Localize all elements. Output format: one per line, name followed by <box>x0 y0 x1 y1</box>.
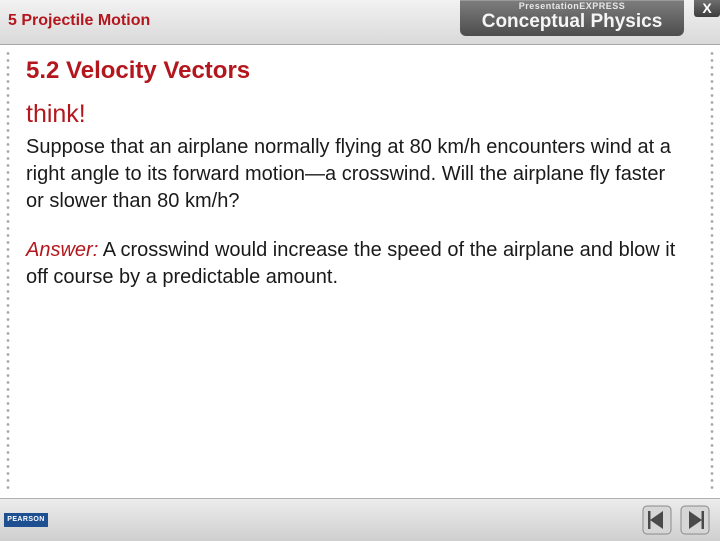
forward-arrow-icon <box>680 505 710 535</box>
brand-subtitle: PresentationEXPRESS <box>518 1 626 11</box>
next-slide-button[interactable] <box>680 505 710 535</box>
brand-title: Conceptual Physics <box>481 11 663 32</box>
back-arrow-icon <box>642 505 672 535</box>
question-text: Suppose that an airplane normally flying at 80 km/h encounters wind at a right angle to its forward motion—a crosswind. Will the airplane fly faster or slower than 80 km/h? <box>26 136 671 212</box>
answer-label: Answer: <box>26 239 99 261</box>
chapter-title: 5 Projectile Motion <box>8 12 151 29</box>
brand-banner <box>460 0 684 36</box>
think-heading: think! <box>26 100 86 128</box>
slide-title: 5.2 Velocity Vectors <box>26 57 251 84</box>
top-bar <box>0 0 720 45</box>
previous-slide-button[interactable] <box>642 505 672 535</box>
slide-content <box>26 56 686 291</box>
answer-text: A crosswind would increase the speed of the airplane and blow it off course by a predictable amount. <box>26 239 676 288</box>
dotted-border-left <box>6 50 10 490</box>
answer-paragraph <box>26 237 686 291</box>
footer-bar <box>0 498 720 541</box>
dotted-border-right <box>710 50 714 490</box>
pearson-logo: PEARSON <box>4 513 48 527</box>
close-button[interactable]: X <box>694 0 720 17</box>
